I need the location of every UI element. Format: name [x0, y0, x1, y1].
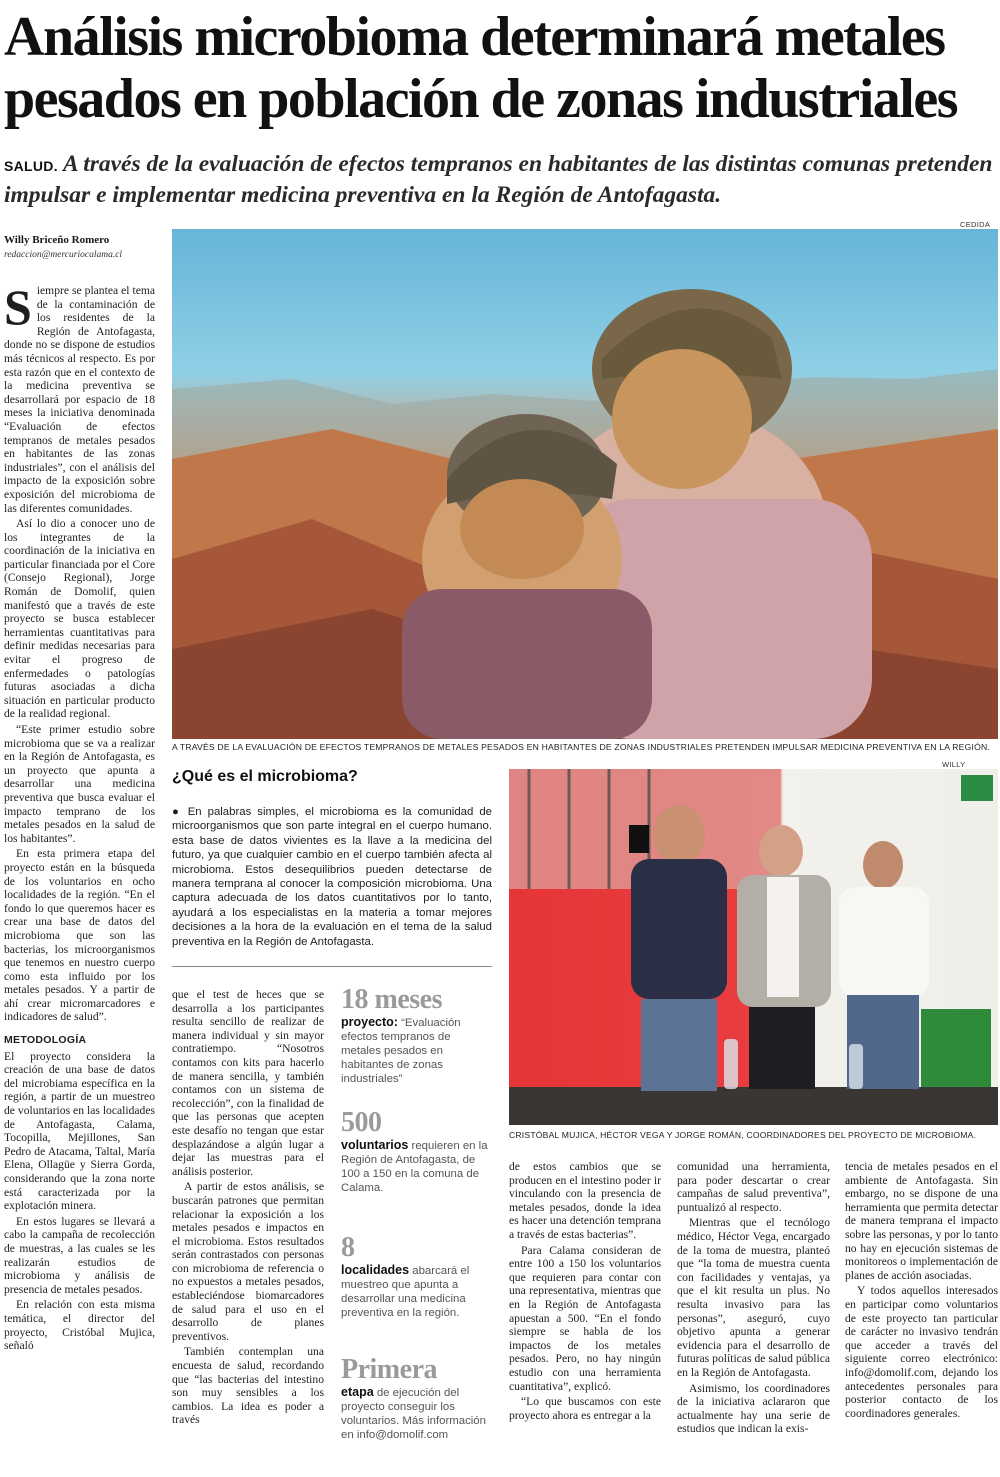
photo-credit: CEDIDA [960, 220, 991, 229]
paragraph: A partir de estos análisis, se buscarán patrones que permitan relacionar la exposición a los metales pesados e impactos en el microbioma. Estos resultados serán contrastados con personas con microbioma de referencia o no expuestos a metales pesados, estableciéndose biomarcadores de salud para el uso en el desarrollo de planes preventivos. [172, 1180, 324, 1343]
author-name: Willy Briceño Romero [4, 234, 110, 246]
paragraph: que el test de heces que se desarrolla a los participantes resulta sencillo de realizar de manera individual y sin mayor contratiempo. “Nosotros contamos con kits para hacerlo de manera sencilla, y también contamos con un sistema de recolección”, con la finalidad de que las personas que acepten este desafío no tengan que estar desplazándose a algún lugar a dejar las muestras para el análisis posterior. [172, 988, 324, 1178]
byline [4, 234, 164, 260]
fact-item [341, 1355, 493, 1442]
fact-body: de ejecución del proyecto conseguir los voluntarios. Más información en info@domolif.com [341, 1387, 486, 1441]
bullet-icon: ● [172, 806, 188, 818]
paragraph: Y todos aquellos interesados en participar como voluntarios de este proyecto tan particular de carácter no invasivo tendrán que acceder a través del siguiente correo electrónico: info@domolif.com, dejando los antecedentes personales para posterior contacto de los coordinadores generales. [845, 1284, 998, 1420]
subheading-metodologia: METODOLOGÍA [4, 1034, 87, 1047]
fact-text [341, 1138, 493, 1195]
article-column-2 [172, 988, 324, 1474]
article-column-1 [4, 284, 155, 1474]
box-divider [172, 966, 492, 967]
fact-label: etapa [341, 1385, 374, 1399]
box-title: ¿Qué es el microbioma? [172, 768, 358, 785]
paragraph: En estos lugares se llevará a cabo la campaña de recolección de muestras, a las cuales se les realizarán estudios de microbioma y análisis de presencia de metales pesados. [4, 1214, 155, 1296]
fact-number: Primera [341, 1354, 437, 1385]
paragraph: El proyecto considera la creación de una base de datos del microbiama específica en la región, a partir de un muestreo de voluntarios en las localidades de Antofagasta, Calama, Tocopilla, Mejillones, San Pedro de Atacama, Taltal, María Elena, Ollagüe y Sierra Gorda, considerando que la zona norte está caracterizada por la explotación minera. [4, 1049, 155, 1213]
lead-paragraph [4, 284, 155, 515]
fact-label: proyecto: [341, 1015, 398, 1029]
headline: Análisis microbioma determinará metales pesados en población de zonas industriales [4, 6, 957, 130]
paragraph: También contemplan una encuesta de salud, recordando que “las bacterias del intestino son muy sensibles a los cambios. La idea es poder a través [172, 1345, 324, 1427]
photo-illustration [172, 229, 998, 739]
fact-number: 500 [341, 1107, 382, 1138]
fact-number: 18 meses [341, 984, 442, 1015]
article-column-3 [509, 1160, 661, 1474]
desert-children-photo [172, 229, 998, 739]
fact-number: 8 [341, 1232, 355, 1263]
fact-body: “Evaluación efectos tempranos de metales pesados en habitantes de zonas industriales” [341, 1017, 461, 1085]
fact-item [341, 985, 493, 1086]
coordinators-photo [509, 769, 998, 1125]
fact-item [341, 1233, 493, 1320]
paragraph: En relación con esta misma temática, el director del proyecto, Cristóbal Mujica, señaló [4, 1298, 155, 1353]
photo-caption: CRISTÓBAL MUJICA, HÉCTOR VEGA Y JORGE ROMÁN, COORDINADORES DEL PROYECTO DE MICROBIOMA. [509, 1130, 977, 1140]
lead-text: iempre se plantea el tema de la contaminación de los residentes de la Región de Antofagasta, donde no se dispone de estudios más técnicos al respecto. Es por esta razón que en el contexto de la medicina preventiva se desarrollará por espacio de 18 meses la iniciativa denominada “Evaluación de efectos tempranos de metales pesados en habitantes de las zonas industriales”, con el análisis del impacto de la exposición sobre exposición del microbioma de las diferentes comunidades. [4, 284, 155, 515]
paragraph: de estos cambios que se producen en el intestino poder ir vinculando con la presencia de metales pesados, donde la idea es hacer una detención temprana a través de estas bacterias”. [509, 1160, 661, 1241]
author-email: redaccion@mercuriocalama.cl [4, 250, 123, 260]
deck [4, 150, 994, 210]
quote-paragraph: “Este primer estudio sobre microbioma que se va a realizar en la Región de Antofagasta, es un proyecto que apunta a desarrollar una medicina preventiva que busca evaluar el impacto temprano de los metales pesados en la salud de los habitantes”. [4, 723, 155, 845]
paragraph: Para Calama consideran de entre 100 a 150 los voluntarios que requieren para contar con una representativa, mientras que en la Región de Antofagasta apuestan a 500. “En el fondo siempre se habla de los impactos de los metales pesados. Pero, no hay ningún estudio con una herramienta cuantitativa”, explicó. [509, 1243, 661, 1393]
section-kicker: SALUD. [4, 158, 58, 174]
paragraph: En esta primera etapa del proyecto están en la búsqueda de los voluntarios en ocho localidades de la región. “En el fondo lo que queremos hacer es crear una base de datos del microbioma que son las bacterias, los microorganismos que tenemos en nuestro cuerpo como esta influido por los metales pesados. Y a partir de ahí crear micromarcadores e indicadores de salud”. [4, 847, 155, 1024]
paragraph: Mientras que el tecnólogo médico, Héctor Vega, encargado de la toma de muestra, planteó que “la toma de muestra cuenta con facilidades y ventajas, ya que el kit resulta un plus. No resulta invasivo para las personas”, aseguró, cuyo objetivo apunta a generar evidencia para el desarrollo de futuras políticas de salud pública en la Región de Antofagasta. [677, 1216, 830, 1379]
paragraph: tencia de metales pesados en el ambiente de Antofagasta. Sin embargo, no se dispone de una herramienta que permita detectar de manera temprana el impacto sobre las personas, y por lo tanto no hay en ejecución sistemas de monitoreos o implementación de planes de acción asociadas. [845, 1160, 998, 1282]
paragraph: Asimismo, los coordinadores de la iniciativa aclararon que actualmente hay una serie de estudios que indican la exis- [677, 1381, 830, 1436]
article-column-4 [677, 1160, 830, 1474]
fact-label: localidades [341, 1263, 410, 1277]
box-body: En palabras simples, el microbioma es la comunidad de microorganismos que son parte integral en el cuerpo humano. esta base de datos vivientes es la llave a la medicina del futuro, ya que cualquier cambio en el cuerpo también afecta al microbioma. Estos desequilibrios pueden detectarse de manera temprana al conocer la composición microbioma. Una captura adecuada de los datos cuantitativos por lo tanto, ayudará a los especialistas en la materia a tomar mejores decisiones a la hora de la evaluación en el tema de la salud preventiva en la Región de Antofagasta. [172, 806, 492, 948]
paragraph: comunidad una herramienta, para poder descartar o crear campañas de salud preventiva”, puntualizó al respecto. [677, 1160, 830, 1214]
photo-caption: A TRAVÉS DE LA EVALUACIÓN DE EFECTOS TEMPRANOS DE METALES PESADOS EN HABITANTES DE ZONAS INDUSTRIALES PRETENDEN IMPULSAR MEDICINA PREVENTIVA EN LA REGIÓN. [172, 742, 990, 752]
fact-item [341, 1108, 493, 1195]
fact-text [341, 1263, 493, 1320]
paragraph: Así lo dio a conocer uno de los integrantes de la coordinación de la iniciativa en particular financiada por el Core (Consejo Regional), Jorge Román de Domolif, quien manifestó que a través de este proyecto se busca establecer herramientas cuantitativas para definir medidas necesarias para evitar el progreso de enfermedades o patologías futuras asociadas a dicha situación en particular producto de la realidad regional. [4, 517, 155, 721]
fact-body: abarcará el muestreo que apunta a desarrollar una medicina preventiva en la región. [341, 1265, 470, 1319]
fact-body: requieren en la Región de Antofagasta, de 100 a 150 en la comuna de Calama. [341, 1140, 488, 1194]
box-text [172, 805, 492, 949]
photo-illustration [509, 769, 998, 1125]
fact-text [341, 1015, 493, 1086]
deck-text: A través de la evaluación de efectos tempranos en habitantes de las distintas comunas pretenden impulsar e implementar medicina preventiva en la Región de Antofagasta. [4, 151, 993, 208]
dropcap: S [4, 284, 32, 335]
quote-paragraph: “Lo que buscamos con este proyecto ahora es entregar a la [509, 1395, 661, 1422]
fact-text [341, 1385, 493, 1442]
article-column-5 [845, 1160, 998, 1474]
photo-credit: WILLY [942, 760, 966, 769]
fact-label: voluntarios [341, 1138, 409, 1152]
